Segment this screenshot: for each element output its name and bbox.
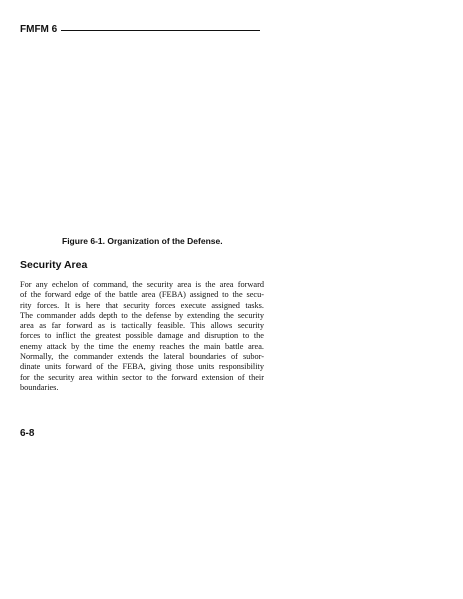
figure-caption: Figure 6-1. Organization of the Defense. bbox=[62, 236, 223, 246]
paragraph-line: for the security area within sector to the forward extension of their bbox=[20, 372, 264, 382]
paragraph-line: Normally, the commander extends the lateral boundaries of subor- bbox=[20, 352, 264, 362]
paragraph-line: boundaries. bbox=[20, 382, 59, 392]
section-heading: Security Area bbox=[20, 259, 88, 271]
body-paragraph bbox=[20, 280, 264, 393]
paragraph-line: For any echelon of command, the security area is the area forward bbox=[20, 280, 264, 289]
running-header bbox=[20, 22, 260, 38]
figure-area bbox=[20, 50, 260, 230]
paragraph-line: of the forward edge of the battle area (FEBA) assigned to the secu- bbox=[20, 290, 264, 300]
paragraph-line: enemy attack by the time the enemy reaches the main battle area. bbox=[20, 341, 264, 351]
paragraph-line: The commander adds depth to the defense by extending the security bbox=[20, 310, 264, 320]
publication-id: FMFM 6 bbox=[20, 24, 58, 35]
paragraph-line: area as far forward as is tactically feasible. This allows security bbox=[20, 321, 264, 331]
paragraph-line: dinate units forward of the FEBA, giving those units responsibility bbox=[20, 362, 264, 372]
paragraph-line: rity forces. It is here that security forces execute assigned tasks. bbox=[20, 300, 264, 310]
paragraph-line: forces to inflict the greatest possible damage and disruption to the bbox=[20, 331, 264, 341]
header-rule bbox=[61, 30, 260, 31]
page-number: 6-8 bbox=[20, 428, 35, 439]
